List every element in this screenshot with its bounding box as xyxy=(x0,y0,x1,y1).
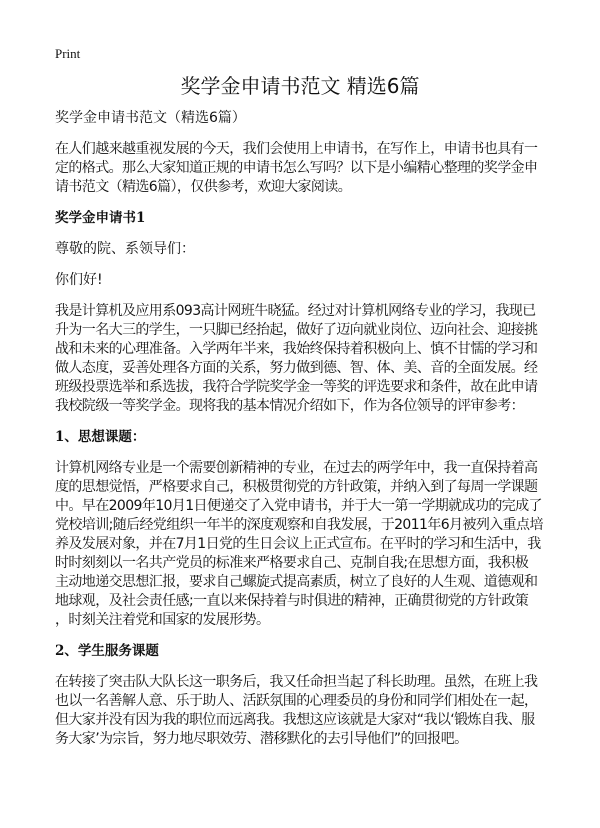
text-line: 主动地递交思想汇报，要求自己螺旋式提高素质，树立了良好的人生观、道德观和 xyxy=(55,574,538,590)
text-line: 升为一名大三的学生，一只脚已经抬起，做好了迈向就业岗位、迈向社会、迎接挑 xyxy=(55,322,538,338)
text-line: 在人们越来越重视发展的今天，我们会使用上申请书，在写作上，申请书也具有一 xyxy=(55,141,538,157)
text-line: 我是计算机及应用系093高计网班牛晓猛。经过对计算机网络专业的学习，我现已 xyxy=(55,303,536,319)
intro-paragraph xyxy=(55,140,555,197)
subheading-2: 2、学生服务课题 xyxy=(55,643,159,659)
body-paragraph-3 xyxy=(55,673,555,749)
text-line: 班级投票选举和系选拔，我符合学院奖学金一等奖的评选要求和条件，故在此申请 xyxy=(55,379,538,395)
text-line: 度的思想觉悟，严格要求自己，积极贯彻党的方针政策，并纳入到了每周一学课题 xyxy=(55,479,538,495)
text-line: 但大家并没有因为我的职位而远离我。我想这应该就是大家对“我以‘锻炼自我、服 xyxy=(55,712,535,728)
salutation: 尊敬的院、系领导们： xyxy=(55,241,195,257)
text-line: 党校培训;随后经党组织一年半的深度观察和自我发展，于2011年6月被列入重点培 xyxy=(55,517,543,533)
subheading-1: 1、思想课题： xyxy=(55,429,146,445)
text-line: 也以一名善解人意、乐于助人、活跃氛围的心理委员的身份和同学们相处在一起， xyxy=(55,693,538,709)
text-line: 中。早在2009年10月1日便递交了入党申请书，并于大一第一学期就成功的完成了 xyxy=(55,498,542,514)
section-heading: 奖学金申请书1 xyxy=(55,210,146,226)
text-line: 做人态度，妥善处理各方面的关系，努力做到德、智、体、美、音的全面发展。经 xyxy=(55,360,538,376)
text-line: 计算机网络专业是一个需要创新精神的专业，在过去的两学年中，我一直保持着高 xyxy=(55,460,538,476)
body-paragraph-2 xyxy=(55,459,555,630)
text-line: 养及发展对象，并在7月1日党的生日会议上正式宣布。在平时的学习和生活中，我 xyxy=(55,536,541,552)
text-line: 我校院级一等奖学金。现将我的基本情况介绍如下，作为各位领导的评审参考： xyxy=(55,398,524,414)
text-line: 地球观，及社会责任感;一直以来保持着与时俱进的精神，正确贯彻党的方针政策 xyxy=(55,593,529,609)
greeting: 你们好! xyxy=(55,272,103,288)
text-line: 务大家’为宗旨，努力地尽职效劳、潜移默化的去引导他们”的回报吧。 xyxy=(55,731,468,747)
text-line: 请书范文（精选6篇），仅供参考，欢迎大家阅读。 xyxy=(55,179,352,195)
text-line: 在转接了突击队大队长这一职务后，我又任命担当起了科长助理。虽然，在班上我 xyxy=(55,674,538,690)
subtitle: 奖学金申请书范文（精选6篇） xyxy=(55,110,246,126)
text-line: ，时刻关注着党和国家的发展形势。 xyxy=(55,612,270,628)
text-line: 定的格式。那么大家知道正规的申请书怎么写吗？以下是小编精心整理的奖学金申 xyxy=(55,160,538,176)
page-title: 奖学金申请书范文 精选6篇 xyxy=(180,74,420,98)
print-link[interactable]: Print xyxy=(55,46,81,61)
body-paragraph-1 xyxy=(55,302,555,416)
text-line: 时时刻刻以一名共产党员的标准来严格要求自己、克制自我;在思想方面，我积极 xyxy=(55,555,529,571)
text-line: 战和未来的心理准备。入学两年半来，我始终保持着积极向上、慎不甘懦的学习和 xyxy=(55,341,538,357)
